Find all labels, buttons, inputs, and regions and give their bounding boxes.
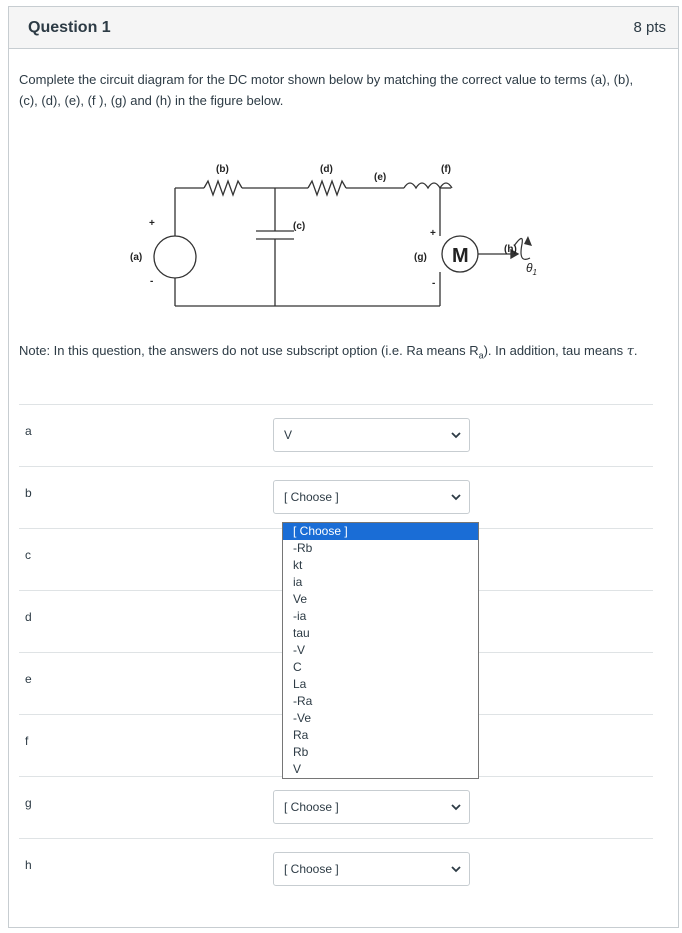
answer-row-h (19, 838, 653, 900)
circuit-diagram (118, 148, 537, 318)
question-points: 8 pts (633, 19, 666, 36)
dropdown-option[interactable]: Ra (293, 728, 309, 742)
row-label: b (25, 486, 32, 500)
answer-row-a (19, 404, 653, 466)
label-d: (d) (320, 164, 333, 175)
dropdown-option[interactable]: -V (293, 643, 305, 657)
row-label: e (25, 672, 32, 686)
motor-label: M (452, 245, 469, 267)
question-header (9, 7, 678, 49)
label-f: (f) (441, 164, 451, 175)
plus-motor: + (430, 228, 436, 239)
dropdown-option[interactable]: -Ve (293, 711, 312, 725)
label-b: (b) (216, 164, 229, 175)
dropdown-option[interactable]: [ Choose ] (283, 523, 478, 540)
dropdown-option[interactable]: V (293, 762, 302, 776)
dropdown-option[interactable]: -Rb (293, 541, 313, 555)
row-label: g (25, 796, 32, 810)
dropdown-option[interactable]: Rb (293, 745, 309, 759)
answer-select-h[interactable]: [ Choose ] (273, 852, 470, 886)
dropdown-option[interactable]: -ia (293, 609, 307, 623)
chevron-down-icon (451, 430, 461, 440)
row-label: c (25, 548, 31, 562)
minus-source: - (150, 276, 154, 287)
answer-select-g[interactable]: [ Choose ] (273, 790, 470, 824)
row-label: a (25, 424, 32, 438)
answer-select-a[interactable]: V (273, 418, 470, 452)
chevron-down-icon (451, 864, 461, 874)
chevron-down-icon (451, 802, 461, 812)
label-a: (a) (130, 252, 143, 263)
answer-row-b (19, 466, 653, 528)
row-label: h (25, 858, 32, 872)
label-h: (h) (504, 244, 517, 255)
row-label: f (25, 734, 29, 748)
answer-row-g (19, 776, 653, 838)
dropdown-option[interactable]: C (293, 660, 302, 674)
label-c: (c) (293, 221, 306, 232)
label-g: (g) (414, 252, 427, 263)
label-e: (e) (374, 172, 387, 183)
answer-select-b[interactable]: [ Choose ] (273, 480, 470, 514)
dropdown-list (282, 522, 479, 779)
question-title: Question 1 (28, 18, 111, 36)
dropdown-option[interactable]: La (293, 677, 307, 691)
theta-label: $\theta_1$ (526, 261, 537, 277)
plus-source: + (149, 218, 155, 229)
row-label: d (25, 610, 32, 624)
dropdown-option[interactable]: kt (293, 558, 303, 572)
dropdown-option[interactable]: tau (293, 626, 310, 640)
question-prompt: Complete the circuit diagram for the DC motor shown below by matching the correct value to terms (a), (b), (c), (d), (e), (f ), (g) and (h) in the figure below. (19, 72, 634, 108)
minus-motor: - (432, 278, 436, 289)
dropdown-option[interactable]: Ve (293, 592, 308, 606)
dropdown-option[interactable]: -Ra (293, 694, 313, 708)
chevron-down-icon (451, 492, 461, 502)
note-text: Note: In this question, the answers do not use subscript option (i.e. Ra means $R_a$). In addition, tau means τ. (19, 343, 638, 361)
dropdown-option[interactable]: ia (293, 575, 303, 589)
